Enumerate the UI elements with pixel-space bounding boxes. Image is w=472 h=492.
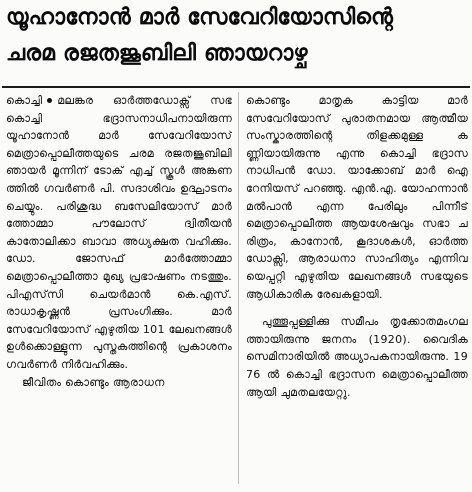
headline-line-1: യൂഹാനോൻ മാർ സേവേറിയോസിന്റെ — [6, 5, 394, 30]
headline-line-2: ചരമ രജതജൂബിലി ഞായറാഴ്ച — [6, 41, 308, 66]
dateline: കൊച്ചി — [6, 94, 43, 107]
article-paragraph — [6, 92, 232, 374]
headline-rule — [2, 86, 470, 88]
article-paragraph — [6, 374, 232, 392]
headline — [6, 0, 468, 86]
article-paragraph — [246, 313, 468, 401]
dateline-bullet-icon — [47, 98, 52, 103]
article-column-left — [6, 92, 232, 488]
column-divider — [238, 92, 239, 484]
article-paragraph — [246, 92, 468, 303]
paragraph-text: ജീവിതം കൊണ്ടും ആരാധന — [22, 375, 165, 389]
paragraph-text: മലങ്കര ഓർത്തഡോക്സ് സഭ കൊച്ചി ഭദ്രാസനാധിപനായിരുന്ന യൂഹാനോൻ മാർ സേവേറിയോസ് മെത്രാപ്പൊലീത്തയുടെ ചരമ രജതജൂബിലി ഞായർ മൂന്നിന് ടോക് എച്ച് സ്കൂൾ അങ്കണത്തിൽ ഗവർണർ പി. സദാശിവം ഉദ്ഘാടനം ചെയ്യും. പരിശുദ്ധ ബസേലിയോസ് മാർത്തോമ്മാ പൗലോസ് ദ്വിതീയൻ കാതോലിക്കാ ബാവാ അധ്യക്ഷത വഹിക്കും. ഡോ. ജോസഫ് മാർത്തോമ്മാ മെത്രാപ്പൊലീത്താ മുഖ്യ പ്രഭാഷണം നടത്തും. പിഎസ്‌സി ചെയർമാൻ കെ.എസ്. രാധാകൃഷ്ണൻ പ്രസംഗിക്കും. മാർ സേവേറിയോസ് എഴുതിയ 101 ലേഖനങ്ങൾ ഉൾക്കൊള്ളുന്ന പുസ്തകത്തിന്റെ പ്രകാശനം ഗവർണർ നിർവഹിക്കും. — [6, 94, 232, 371]
paragraph-text: പുത്തൂപ്പള്ളിക്കു സമീപം തൃക്കോതമംഗലത്തായിരുന്നു ജനനം (1920). വൈദിക സെമിനാരിയിൽ അധ്യാപകനായിരുന്നു. 1976 ൽ കൊച്ചി ഭദ്രാസന മെത്രാപ്പൊലീത്ത ആയി ചുമതലയേറ്റു. — [246, 315, 468, 399]
paragraph-text: കൊണ്ടും മാതൃക കാട്ടിയ മാർ സേവേറിയോസ് പുരാതനമായ ആത്മീയസംസ്കാരത്തിന്റെ തിളക്കമുള്ള കണ്ണിയായിരുന്നു എന്നു കൊച്ചി ഭദ്രാസനാധിപൻ ഡോ. യാക്കോബ് മാർ ഐറേനിയസ് പറഞ്ഞു. എൻ.എ. യോഹന്നാൻ മൽപാൻ എന്ന പേരിലും പിന്നീട് മെത്രാപ്പൊലീത്ത ആയശേഷവും സഭാ ചരിത്രം, കാനോൻ, കൂദാശകൾ, ഓർത്തഡോക്സി, ആരാധനാ സാഹിത്യം എന്നിവയെപ്പറ്റി എഴുതിയ ലേഖനങ്ങൾ സഭയുടെ ആധികാരിക രേഖകളായി. — [246, 94, 468, 301]
article-column-right — [246, 92, 468, 488]
